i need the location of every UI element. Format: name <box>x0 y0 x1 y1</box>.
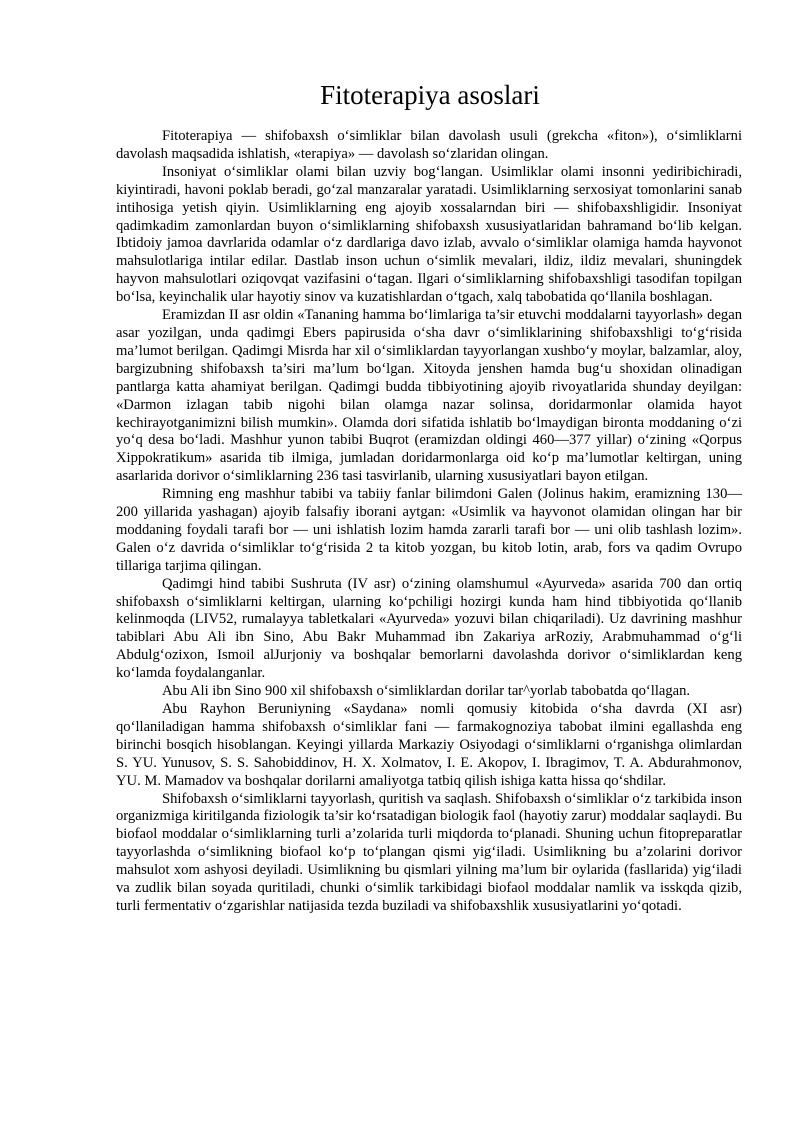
paragraph: Rimning eng mashhur tabibi va tabiiy fanlar bilimdoni Galen (Jolinus hakim, eramizning 130—200 yillarida yashagan) ajoyib falsafiy iborani aytgan: «Usimlik va hayvonot olamidan olingan har bir moddaning foydali tarafi bor — uni ishlatish lozim hamda zararli tarafi bor — uni olib tashlash lozim». Galen o‘z davrida o‘simliklar to‘g‘risida 2 ta kitob yozgan, bu kitob lotin, arab, fors va qadim Ovrupo tillariga tarjima qilingan. <box>116 486 742 574</box>
paragraph: Shifobaxsh o‘simliklarni tayyorlash, quritish va saqlash. Shifobaxsh o‘simliklar o‘z tarkibida inson organizmiga kiritilganda fiziologik ta’sir ko‘rsatadigan biologik faol (hayotiy zarur) moddalar saqlaydi. Bu biofaol moddalar o‘simliklarning turli a’zolarida turli miqdorda to‘planadi. Shuning uchun fitopreparatlar tayyorlashda o‘simlikning biofaol ko‘p to‘plangan qismi yig‘iladi. Usimlikning bu a’zolarini dorivor mahsulot xom ashyosi deyiladi. Usimlikning bu qismlari yilning ma’lum bir oylarida (fasllarida) yig‘iladi va zudlik bilan soyada quritiladi, chunki o‘simlik tarkibidagi biofaol moddalar namlik va isskqda qizib, turli fermentativ o‘zgarishlar natijasida tezda buziladi va shifobaxshlik xususiyatlarini yo‘qotadi. <box>116 790 742 914</box>
paragraph: Insoniyat o‘simliklar olami bilan uzviy bog‘langan. Usimliklar olami insonni yediribichiradi, kiyintiradi, havoni poklab beradi, go‘zal manzaralar yaratadi. Usimliklarning serxosiyat tomonlarini sanab intihosiga yetish qiyin. Usimliklarning eng ajoyib xossalarndan biri — shifobaxshligidir. Insoniyat qadimkadim zamonlardan buyon o‘simliklarning shifobaxsh xususiyatlaridan bahramand bo‘lib kelgan. Ibtidoiy jamoa davrlarida odamlar o‘z dardlariga davo izlab, avvalo o‘simliklar olamiga hamda hayvonot mahsulotlariga intilar edilar. Dastlab inson uchun o‘simlik mevalari, ildiz, ildiz mevalari, shuningdek hayvon mahsulotlari oziqovqat vazifasini o‘tagan. Ilgari o‘simliklarning shifobaxshligi tasodifan topilgan bo‘lsa, keyinchalik ular hayotiy sinov va kuzatishlardan o‘tgach, xalq tabobatida qo‘llanila boshlagan. <box>116 163 742 306</box>
page-title: Fitoterapiya asoslari <box>320 80 540 110</box>
paragraph: Eramizdan II asr oldin «Tananing hamma bo‘limlariga ta’sir etuvchi moddalarni tayyorlash» degan asar yozilgan, unda qadimgi Ebers papirusida o‘sha davr o‘simliklarining shifobaxshligi to‘g‘risida ma’lumot berilgan. Qadimgi Misrda har xil o‘simliklardan tayyorlangan xushbo‘y moylar, balzamlar, aloy, bargizubning shifobaxsh ta’siri ma’lum bo‘lgan. Xitoyda jenshen hamda bug‘u shoxidan olinadigan pantlarga katta ahamiyat berilgan. Qadimgi budda tibbiyotining ajoyib rivoyatlarida shunday deyilgan: «Darmon izlagan tabib nigohi bilan olamga nazar solinsa, doridarmonlar olamida hayot kechirayotganimizni bilish mumkin». Olamda dori sifatida ishlatib bo‘lmaydigan bironta moddaning o‘zi yo‘q desa bo‘ladi. Mashhur yunon tabibi Buqrot (eramizdan oldingi 460—377 yillar) o‘zining «Qorpus Xippokratikum» asarida tib ilmiga, jumladan doridarmonlarga oid ko‘p ma’lumotlar keltirgan, uning asarlarida dorivor o‘simliklarning 236 tasi tasvirlanib, ularning xususiyatlari bayon etilgan. <box>116 307 742 485</box>
paragraph: Fitoterapiya — shifobaxsh o‘simliklar bilan davolash usuli (grekcha «fiton»), o‘simliklarni davolash maqsadida ishlatish, «terapiya» — davolash so‘zlaridan olingan. <box>116 128 742 162</box>
paragraph: Abu Ali ibn Sino 900 xil shifobaxsh o‘simliklardan dorilar tar^yorlab tabobatda qo‘llagan. <box>162 683 691 700</box>
document-body <box>116 128 742 916</box>
paragraph: Abu Rayhon Beruniyning «Saydana» nomli qomusiy kitobida o‘sha davrda (XI asr) qo‘llaniladigan hamma shifobaxsh o‘simliklar fani — farmakognoziya tabobat ilmini egallashda eng birinchi bosqich hisoblangan. Keyingi yillarda Markaziy Osiyodagi o‘simliklarni o‘rganishga olimlardan S. YU. Yunusov, S. S. Sahobiddinov, H. X. Xolmatov, I. E. Akopov, I. Ibragimov, T. A. Abdurahmonov, YU. M. Mamadov va boshqalar dorilarni amaliyotga tatbiq qilish ishiga katta hissa qo‘shdilar. <box>116 701 742 789</box>
paragraph: Qadimgi hind tabibi Sushruta (IV asr) o‘zining olamshumul «Ayurveda» asarida 700 dan ortiq shifobaxsh o‘simliklarni keltirgan, ularning ko‘pchiligi hozirgi kunda ham hind tibbiyotida qo‘llanib kelinmoqda (LIV52, rumalayya tabletkalari «Ayurveda» yozuvi bilan chiqariladi). Uz davrining mashhur tabiblari Abu Ali ibn Sino, Abu Bakr Muhammad ibn Zakariya arRoziy, Arabmuhammad o‘g‘li Abdulg‘ozixon, Ismoil alJurjoniy va boshqalar bemorlarni davolashda dorivor o‘simliklardan keng ko‘lamda foydalanganlar. <box>116 575 742 682</box>
